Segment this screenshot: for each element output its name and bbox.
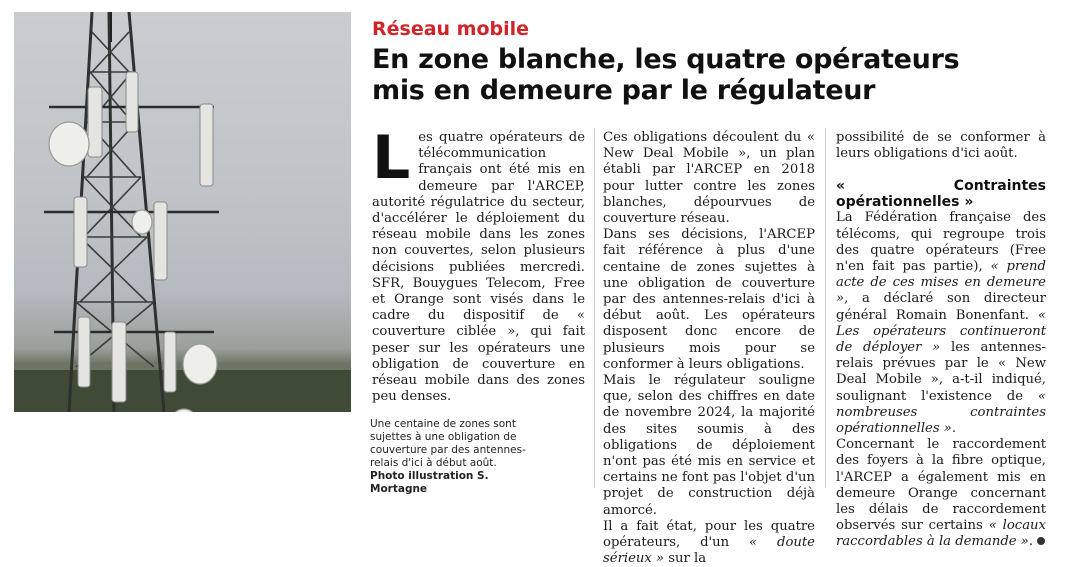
headline-line-2: mis en demeure par le régulateur	[372, 75, 876, 106]
article-column-1	[372, 123, 585, 405]
quote: « prend acte de ces mises en demeure »	[836, 259, 1046, 307]
subheading: « Contraintes opérationnelles »	[836, 178, 1046, 211]
paragraph-text: Il a fait état, pour les quatre opérateurs, d'un	[603, 518, 815, 551]
column-divider	[825, 128, 826, 488]
paragraph: Dans ses décisions, l'ARCEP fait référence à plus d'une centaine de zones sujettes à une obligation de couverture par des antennes-relais d'ici à début août. Les opérateurs disposent donc encore de plusieurs mois pour se conformer à leurs obligations.	[603, 227, 815, 372]
paragraph	[836, 210, 1046, 437]
end-mark-icon	[1037, 537, 1045, 545]
paragraph-text: Concernant le raccordement des foyers à la fibre optique, l'ARCEP a également mis en demeure Orange concernant les délais de raccordement observés sur certains	[836, 437, 1046, 534]
headline	[372, 44, 1072, 106]
photo-caption	[370, 418, 540, 496]
quote: « doute sérieux »	[603, 535, 815, 567]
paragraph	[372, 123, 585, 405]
drop-cap: L	[372, 123, 411, 193]
paragraph	[836, 437, 1046, 550]
paragraph-text: es quatre opérateurs de télécommunication français ont été mis en demeure par l'ARCEP, autorité régulatrice du secteur, d'accélérer le déploiement du réseau mobile dans les zones non couvertes, selon plusieurs décisions publiées mercredi. SFR, Bouygues Telecom, Free et Orange sont visés dans le cadre du dispositif de « couverture ciblée », qui fait peser sur les opérateurs une obligation de couverture en réseau mobile dans des zones peu denses.	[372, 130, 585, 405]
paragraph-text: .	[1028, 534, 1034, 550]
paragraph-text: sur la	[664, 551, 707, 567]
section-kicker: Réseau mobile	[372, 18, 530, 40]
column-divider	[594, 128, 595, 488]
article-photo	[14, 12, 351, 412]
caption-text: Une centaine de zones sont sujettes à une obligation de couverture par des antennes-relais d'ici à début août.	[370, 418, 526, 469]
article-column-3	[836, 130, 1046, 551]
paragraph-text: La Fédération française des télécoms, qui regroupe trois des quatre opérateurs (Free n'en fait pas partie),	[836, 210, 1046, 275]
paragraph-text: .	[951, 421, 957, 437]
paragraph: possibilité de se conformer à leurs obligations d'ici août.	[836, 130, 1046, 162]
antenna-tower-image	[14, 12, 351, 412]
paragraph: Ces obligations découlent du « New Deal Mobile », un plan établi par l'ARCEP en 2018 pour lutter contre les zones blanches, dépourvues de couverture réseau.	[603, 130, 815, 227]
quote: « locaux raccordables à la demande »	[836, 518, 1046, 550]
paragraph-text: les antennes-relais prévues par le « New Deal Mobile », a-t-il indiqué, soulignant l'existence de	[836, 340, 1046, 404]
quote: « nombreuses contraintes opérationnelles »	[836, 388, 1046, 437]
paragraph-text: , a déclaré son directeur général Romain Bonenfant.	[836, 291, 1046, 323]
photo-credit: Photo illustration S. Mortagne	[370, 470, 489, 495]
article-column-2	[603, 130, 815, 567]
paragraph: Mais le régulateur souligne que, selon des chiffres en date de novembre 2024, la majorité des sites soumis à des obligations de déploiement n'ont pas été mis en service et certains ne font pas l'objet d'un projet de construction déjà amorcé.	[603, 373, 815, 518]
paragraph	[603, 519, 815, 567]
quote: « Les opérateurs continueront de déployer »	[836, 307, 1046, 356]
headline-line-1: En zone blanche, les quatre opérateurs	[372, 44, 960, 75]
